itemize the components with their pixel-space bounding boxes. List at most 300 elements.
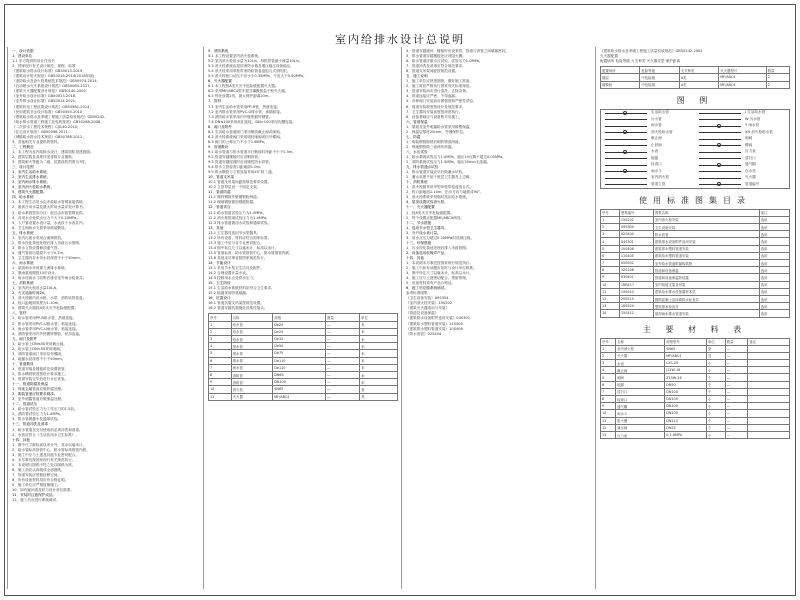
col2-table-cell: 套	[360, 386, 398, 393]
materials-table-cell: DN25	[665, 424, 707, 431]
col1-line: 4、消防管采用内外热镀锌钢管，丝扣连接。	[12, 331, 83, 336]
materials-table-cell: 减压阀	[616, 424, 665, 431]
col1-line: 《城镇给水排水技术规范》GB50788-2012；	[12, 134, 86, 139]
col3-line: 4、管道连接应严密，不得渗漏。	[406, 94, 459, 99]
materials-table-cell: DN100	[665, 410, 707, 417]
col1-line: 2、水质应符合《生活饮用水卫生标准》。	[12, 432, 79, 437]
col2-table-cell: 9	[209, 379, 232, 386]
legend-symbol-icon	[601, 181, 651, 187]
materials-table-cell: DN100	[665, 388, 707, 395]
col3-line: 4、管道穿越墙体、楼板时应设套管，管道与套管之间填塞密封。	[406, 49, 509, 53]
col1-line: 1、埋地金属管道应做防腐处理。	[12, 387, 65, 392]
materials-table-cell: —	[725, 417, 748, 424]
col2-table-cell: 米	[360, 357, 398, 364]
col1-line: 3、室外明露管道应做保温处理。	[12, 397, 65, 402]
col1-line: 4、室内消火栓给水系统；	[12, 185, 54, 190]
materials-title: 主 要 材 料 表	[642, 324, 748, 334]
col3-line: 八、水压试验	[406, 149, 428, 154]
col1-line: 1、室内污废水采用合流制排放。	[12, 235, 65, 240]
legend-label: 污水管	[651, 116, 662, 121]
standard-atlas-table-cell: 屋面雨水排水管道安装	[653, 310, 759, 317]
col1-line: 《建筑灭火器配置设计规范》GB50140-2005；	[12, 89, 90, 94]
col3-line: 2、栓口距地面1.10m，出水方向与墙面成90°。	[406, 190, 484, 195]
col1-line: 7、管道安装应预留检修空间。	[12, 472, 62, 477]
col2-table-cell: —	[326, 379, 360, 386]
legend-label: 压力表	[745, 149, 756, 154]
standard-atlas-table-cell: 室内管道支架及吊架	[653, 281, 759, 288]
col2-line: 8、阀门及附件	[208, 124, 232, 129]
col1-line: 2、排水经化粪池处理后排入市政污水管网。	[12, 240, 83, 245]
standard-atlas-table-cell: 11	[601, 288, 620, 295]
materials-table-cell	[748, 374, 790, 381]
standard-atlas-table-cell: 选用	[759, 224, 789, 231]
materials-table-row	[601, 367, 790, 374]
col2-table-cell: De32	[273, 336, 326, 343]
col1-line: 十、管道敷设	[12, 361, 34, 366]
standard-atlas-table-row	[601, 231, 790, 238]
col1-line: 8、所有设备材料均应有合格证明。	[12, 477, 69, 482]
col3-line: 《建筑排水设备附件选用安装》04S301	[406, 316, 471, 321]
col1-line: 《建筑给水排水设计标准》GB50015-2019；	[12, 69, 86, 74]
col1-line: 《室外排水设计标准》GB50014-2021；	[12, 99, 79, 104]
legend-label: 地漏	[651, 155, 659, 160]
col1-line: 二、工程概况	[12, 144, 34, 149]
col1-line: 6、施工前应认真阅读全部图纸。	[12, 467, 65, 472]
col2-table-cell: 米	[360, 364, 398, 371]
legend-symbol-icon	[601, 149, 651, 155]
materials-table-cell: 数量	[725, 338, 748, 345]
legend-label: 雨水斗	[651, 168, 662, 173]
materials-table-cell: 个	[706, 417, 725, 424]
standard-atlas-table-cell: 选用	[759, 216, 789, 223]
legend-label: 管道立管	[651, 181, 666, 186]
col2-table-row	[209, 357, 398, 364]
fire-extinguisher-table-cell: 2	[766, 81, 789, 88]
materials-table-cell: —	[725, 410, 748, 417]
legend-label: Y 雨水管	[745, 123, 760, 128]
standard-atlas-table-cell: 建筑排水设备附件选用安装	[653, 238, 759, 245]
col1-line: 1、给水管道在交付使用前必须冲洗和消毒。	[12, 427, 83, 432]
standard-atlas-table-cell: 图集编号	[619, 209, 653, 216]
col4-line: 《建筑给水排水及采暖工程施工质量验收规范》GB50242-2002	[600, 49, 703, 53]
col1-line: 1、给水管上DN≤50采用截止阀。	[12, 341, 67, 346]
col3-line: 十三、环保措施	[406, 240, 432, 245]
materials-table-row	[601, 403, 790, 410]
col1-line: 五、排水系统	[12, 230, 34, 235]
col1-line: 1、室内生活给水系统；	[12, 170, 51, 175]
col2-table-cell: 7	[209, 364, 232, 371]
materials-table-cell: 名称	[616, 338, 665, 345]
legend-label: 灭火器	[745, 175, 756, 180]
materials-table-cell: 9	[601, 403, 616, 410]
standard-atlas-table-cell: 管道和设备保温	[653, 267, 759, 274]
col2-table-cell: 4	[209, 343, 232, 350]
legend-label: 雨水管	[651, 123, 662, 128]
col3-line: 8、设备基础应与设备核对后施工。	[406, 114, 463, 119]
col1-line: 《自动喷水灭火系统设计规范》GB50084-2017；	[12, 84, 94, 89]
legend-symbol-icon	[695, 168, 745, 174]
materials-table-cell: 个	[706, 396, 725, 403]
legend-label: 通气帽	[745, 162, 756, 167]
fire-extinguisher-table-cell: 楼层	[601, 74, 640, 81]
standard-atlas-table-cell: 20S515	[619, 295, 653, 302]
materials-table-cell: —	[725, 345, 748, 352]
col2-table-cell: De110	[273, 357, 326, 364]
col2-table-cell: 米	[360, 321, 398, 328]
col1-line: 七、消防系统	[12, 281, 34, 286]
legend-symbol-icon	[695, 181, 745, 187]
col2-line: 13.1 卫生器具选用节水型器具。	[208, 230, 261, 235]
col4-line: 配置场所 危险等级 火灾种类 灭火器类型 保护距离	[600, 59, 681, 64]
col2-table-cell: De75	[273, 350, 326, 357]
col3-line: 1、消火栓箱采用甲型单栓带卷盘组合式。	[406, 185, 473, 190]
standard-atlas-table-cell: 选用	[759, 267, 789, 274]
standard-atlas-table-cell: 19S910	[619, 288, 653, 295]
standard-atlas-table-cell: 选用	[759, 295, 789, 302]
col2-line: 7.1 室内生活给水管采用PP-R管，热熔连接。	[208, 104, 281, 109]
col2-table-cell: 数量	[326, 314, 360, 321]
col1-line: 3、室内雨水排水系统；	[12, 180, 51, 185]
standard-atlas-table-cell: 建筑给水排水设备器材术语	[653, 288, 759, 295]
col1-line: 9、施工单位应严格按图施工。	[12, 483, 62, 488]
materials-table-row	[601, 388, 790, 395]
fire-extinguisher-table	[600, 66, 790, 89]
col2-table-cell: De110	[273, 364, 326, 371]
materials-table-cell: 阻火圈	[616, 417, 665, 424]
materials-table-cell: —	[725, 403, 748, 410]
col3-line: 6、给水管道应做水压试验，试验压力1.0MPa。	[406, 59, 483, 64]
col2-line: 13、其他	[208, 225, 224, 230]
col1-line: 九、阀门及附件	[12, 336, 38, 341]
col2-line: 13.3 施工中应与各专业密切配合。	[208, 240, 264, 245]
standard-atlas-table-cell: 7	[601, 260, 620, 267]
col3-line: 1、选用节水型卫生器具。	[406, 225, 448, 230]
legend-symbol-icon	[601, 123, 651, 129]
standard-atlas-table-cell: 15S412	[619, 310, 653, 317]
standard-atlas-table-cell: 图集名称	[653, 209, 759, 216]
materials-table-cell	[748, 345, 790, 352]
materials-table-cell: —	[725, 396, 748, 403]
materials-table-cell	[748, 410, 790, 417]
materials-table-cell: —	[725, 424, 748, 431]
materials-table-row	[601, 338, 790, 345]
col1-line: 1、管道穿墙及楼板时应设置套管。	[12, 366, 69, 371]
col2-line: 9.5 排水横管与立管连接采用45°斜三通。	[208, 170, 276, 175]
col1-line: 2、火灾延续时间2h。	[12, 291, 48, 296]
materials-table-cell: 个	[706, 367, 725, 374]
col2-line: 6、灭火器配置	[208, 79, 232, 84]
standard-atlas-table-cell: 12	[601, 295, 620, 302]
col2-line: 7.3 消防给水管采用内外壁热镀锌钢管。	[208, 114, 273, 119]
materials-table-row	[601, 360, 790, 367]
col3-line: 2、分户设水表计量。	[406, 230, 441, 235]
col2-line: 14、节能设计	[208, 260, 231, 265]
legend-symbol-icon	[601, 155, 651, 161]
legend-symbol-icon	[601, 129, 651, 135]
col1-line: 4、各用水点处供水压力不大于0.20MPa。	[12, 215, 80, 220]
materials-table-cell: 个	[706, 388, 725, 395]
col2-table-cell: De50	[273, 343, 326, 350]
materials-table	[600, 338, 790, 440]
col2-line: 11、管道防腐	[208, 190, 231, 195]
standard-atlas-table-cell: 04S301	[619, 238, 653, 245]
materials-table-cell	[748, 396, 790, 403]
col2-table-cell: 名称	[231, 314, 273, 321]
materials-table-cell	[748, 424, 790, 431]
fire-extinguisher-table-cell: A类	[679, 74, 718, 81]
fire-extinguisher-table-cell: 危险等级	[640, 67, 679, 74]
materials-table-cell: 个	[706, 431, 725, 438]
materials-table-cell: 室内消火栓	[616, 345, 665, 352]
col2-table-row	[209, 336, 398, 343]
materials-table-cell: 12	[601, 424, 616, 431]
standard-atlas-table-cell: 选用	[759, 274, 789, 281]
col3-line: 2、施工时应严格执行国家有关标准规范。	[406, 84, 473, 89]
materials-table-row	[601, 345, 790, 352]
col1-line: 十一、管道防腐及保温	[12, 382, 48, 387]
materials-table-cell: 个	[706, 360, 725, 367]
col2-table-cell: —	[326, 328, 360, 335]
col3-line: 4、施工应与土建密切配合，预留预埋。	[406, 276, 470, 281]
fire-extinguisher-table-row	[601, 67, 790, 74]
materials-table-cell	[748, 403, 790, 410]
col3-line: 6、竣工后应做系统调试。	[406, 286, 448, 291]
materials-table-cell: —	[725, 431, 748, 438]
col1-line: 2、排水管采用PVC-U排水管，粘接连接。	[12, 321, 80, 326]
col1-line: 3、施工中应与土建及其他专业密切配合。	[12, 452, 79, 457]
standard-atlas-table-cell: 03S401	[619, 274, 653, 281]
materials-table-cell: 备注	[748, 338, 790, 345]
materials-table-cell: Z15W-16	[665, 374, 707, 381]
column-1	[7, 47, 203, 589]
standard-atlas-table-row	[601, 216, 790, 223]
col2-table-cell: DN100	[273, 379, 326, 386]
materials-table-cell: —	[725, 381, 748, 388]
standard-atlas-table-cell: 选用	[759, 238, 789, 245]
col3-line: 1、本说明未尽事宜按国家现行规范执行。	[406, 260, 473, 265]
materials-table-cell	[748, 367, 790, 374]
col2-line: 12、管道试压	[208, 205, 231, 210]
materials-table-cell: 单位	[706, 338, 725, 345]
col1-line: 11、安装时注意保护成品。	[12, 493, 57, 498]
col2-line: 9.3 管道穿越屋面时应设刚性防水套管。	[208, 160, 273, 165]
col1-line: 3、雨水经雨水斗收集后排至室外雨水检查井。	[12, 276, 87, 281]
col2-table-cell: 具	[360, 393, 398, 400]
legend-label: 生活给水管	[651, 110, 669, 115]
col1-line: 3、其他相关专业提供的资料。	[12, 139, 62, 144]
col2-line: 16、抗震设计	[208, 296, 231, 301]
col2-line: 10、管道支吊架	[208, 175, 235, 180]
col2-line: 8.3 阀门的公称压力不小于1.6MPa。	[208, 139, 268, 144]
col1-line: 《建筑设计防火规范》GB50016-2014(2018年版)；	[12, 74, 98, 79]
legend-symbol-icon	[695, 129, 745, 135]
legend-symbol-icon	[695, 142, 745, 148]
col2-line: 5.4 消火栓采用单栓带消防软管卷盘组合式消防柜。	[208, 69, 291, 74]
materials-table-cell: 雨水斗	[616, 410, 665, 417]
legend-box	[600, 109, 790, 189]
legend-label: 清扫口	[745, 155, 756, 160]
materials-table-cell: 清扫口	[616, 388, 665, 395]
col2-table-cell: 2	[209, 328, 232, 335]
col2-table-cell: 米	[360, 343, 398, 350]
col1-line: 《住宅设计规范》GB50096-2011；	[12, 129, 72, 134]
standard-atlas-table-cell: 14	[601, 310, 620, 317]
materials-table-cell: 灭火器	[616, 352, 665, 359]
col2-line: 6.2 采用MF/ABC4型手提式磷酸铵盐干粉灭火器。	[208, 89, 289, 94]
materials-table-row	[601, 352, 790, 359]
standard-atlas-table-cell: 18R417	[619, 281, 653, 288]
legend-symbol-icon	[695, 110, 745, 116]
col2-table-cell: 雨水管	[231, 364, 273, 371]
col2-table-cell: —	[326, 350, 360, 357]
materials-table-cell: 0-1.6MPa	[665, 431, 707, 438]
col1-line: 4、通气管高出屋面不小于0.7m。	[12, 250, 67, 255]
standard-atlas-table-cell: 9	[601, 274, 620, 281]
col2-line: 8.1 生活给水管道阀门采用铜质截止阀或闸阀。	[208, 129, 284, 134]
col2-table-cell: —	[326, 386, 360, 393]
materials-table-cell: 水表	[616, 360, 665, 367]
legend-label: 止回阀	[651, 142, 662, 147]
col3-line: 《室内消火栓安装》15S202	[406, 301, 453, 306]
col1-line: 十三、管道冲洗及消毒	[12, 422, 48, 427]
col1-line: 5、入户管设置水表计量，水表设于水表井内。	[12, 220, 87, 225]
col3-line: 1、按A类火灾中危险级配置。	[406, 210, 454, 215]
col3-line: 1、污水经化粪池处理后排入市政管网。	[406, 245, 470, 250]
legend-symbol-icon	[601, 175, 651, 181]
legend-label: W 污水管	[745, 116, 761, 121]
legend-symbol-icon	[695, 116, 745, 122]
standard-atlas-table-cell: 管道和设备保温防结露	[653, 274, 759, 281]
col2-table-row	[209, 379, 398, 386]
col2-table-cell: 11	[209, 393, 232, 400]
col2-table-cell: 米	[360, 350, 398, 357]
legend-label: 室内消火栓	[651, 175, 669, 180]
col2-line: 13.2 所有设备、材料应符合国家标准。	[208, 235, 272, 240]
col1-line: 3、消防管道阀门采用信号蝶阀。	[12, 351, 65, 356]
col2-table-cell: 给水管	[231, 336, 273, 343]
col2-table-cell: —	[326, 393, 360, 400]
col1-line: 1、图中尺寸除标高以米计外，其余以毫米计。	[12, 442, 87, 447]
col1-line: 3、建筑耐火等级为二级，抗震设防烈度为7度。	[12, 160, 89, 165]
legend-label: 存水弯	[745, 168, 756, 173]
col2-table-cell: 规格	[273, 314, 326, 321]
materials-table-row	[601, 431, 790, 438]
col1-line: 5、建筑灭火器配置。	[12, 190, 47, 195]
standard-atlas-table-row	[601, 310, 790, 317]
col3-line: 九、排水管通水试验	[406, 165, 439, 170]
standard-atlas-table-cell: 选用	[759, 252, 789, 259]
materials-table-row	[601, 417, 790, 424]
col2-table-cell: 排水管	[231, 350, 273, 357]
standard-atlas-table-cell: 塑料排水检查井	[653, 303, 759, 310]
col2-line: 14.3 控制用水点处供水压力。	[208, 276, 257, 281]
col3-line: 参考标准图集：	[406, 291, 432, 296]
col2-line: 7.2 室内排水管采用PVC-U排水管，承插粘接。	[208, 109, 284, 114]
standard-atlas-table-cell: 8	[601, 267, 620, 274]
col2-table-cell: 6	[209, 357, 232, 364]
standard-atlas-table-cell: 钢筋混凝土及砖砌排水检查井	[653, 295, 759, 302]
col1-line: 3、消火栓箱内设水枪、水带、消防软管卷盘。	[12, 296, 87, 301]
col1-line: 4、栓口距地面高度为1.10m。	[12, 301, 62, 306]
col1-line: 1、室内消火栓用水量10L/s。	[12, 286, 60, 291]
col3-line: 1、施工单位应熟悉图纸，做好施工准备。	[406, 79, 473, 84]
fire-extinguisher-table-cell: 楼梯间	[601, 81, 640, 88]
col3-line: 3、管道安装前应进行清洗，去除杂物。	[406, 89, 470, 94]
col2-table-cell: De20	[273, 321, 326, 328]
standard-atlas-table-cell: 备注	[759, 209, 789, 216]
legend-entry	[601, 181, 695, 188]
col1-line: 5、卫生器具存水弯水封深度不小于50mm。	[12, 255, 84, 260]
fire-extinguisher-table-cell: 中危险级	[640, 74, 679, 81]
materials-table-cell: 通气帽	[616, 403, 665, 410]
col2-line: 15.2 地漏采用防臭地漏。	[208, 291, 250, 296]
col2-table-cell: 5	[209, 350, 232, 357]
col1-line: 六、雨水系统	[12, 260, 34, 265]
col2-table-row	[209, 350, 398, 357]
col3-line: 2、施工中如有问题应及时与设计单位联系。	[406, 266, 477, 271]
col3-line: 7、卫生器具安装高度按规范执行。	[406, 109, 463, 114]
col1-line: 1、给水管采用PP-R给水管，热熔连接。	[12, 316, 77, 321]
standard-atlas-table-cell: 选用	[759, 260, 789, 267]
col2-table-cell: SN65	[273, 386, 326, 393]
materials-table-cell: SN65	[665, 345, 707, 352]
col1-line: 2、建筑层数及高度详见建筑专业图纸。	[12, 154, 76, 159]
col2-line: 9.4 排水立管检查口距地面1.0m。	[208, 165, 264, 170]
legend-symbol-icon	[601, 162, 651, 168]
standard-atlas-table-row	[601, 260, 790, 267]
standard-atlas-table-cell: 室内消火栓安装	[653, 216, 759, 223]
legend-symbol-icon	[695, 136, 745, 142]
drawing-title: 室内给排水设计总说明	[335, 33, 465, 46]
col3-line: 《卫生设备安装》09S304	[406, 296, 449, 301]
col2-line: 15、卫生防疫	[208, 281, 231, 286]
col3-line: 《防水套管》02S404	[406, 331, 442, 336]
standard-atlas-table-cell: 序号	[601, 209, 620, 216]
col3-line: 1、明装钢管除锈后刷防锈漆两道。	[406, 139, 463, 144]
standard-atlas-table-cell: 4	[601, 238, 620, 245]
standard-atlas-table-cell: 选用	[759, 303, 789, 310]
legend-symbol-icon	[695, 123, 745, 129]
col1-line: 1、屋面雨水采用重力流排水系统。	[12, 266, 69, 271]
col3-line: 2、设备选用低噪声产品。	[406, 250, 448, 255]
fire-extinguisher-table-row	[601, 74, 790, 81]
legend-entry	[695, 181, 789, 188]
col2-table-cell: 灭火器	[231, 393, 273, 400]
standard-atlas-table-row	[601, 224, 790, 231]
col2-line: 15.1 生活给水系统材料应符合卫生要求。	[208, 286, 275, 291]
standard-atlas-table-cell: 选用	[759, 281, 789, 288]
col1-line: 2、消防管试验压力为1.4MPa。	[12, 412, 64, 417]
col2-table-cell: 排水管	[231, 357, 273, 364]
legend-label: 截止阀	[651, 136, 662, 141]
col1-line: 《室外给水设计标准》GB50013-2018；	[12, 94, 79, 99]
col1-line: 3、给水系统竖向分区：低区由市政管网直供。	[12, 210, 87, 215]
materials-table-cell: DN110	[665, 417, 707, 424]
materials-table-cell: 闸阀	[616, 374, 665, 381]
fire-extinguisher-table-cell: 数量	[766, 67, 789, 74]
standard-atlas-table-cell: 建筑排水塑料管道安装	[653, 245, 759, 252]
col2-line: 9.2 管道穿越楼板时应设钢套管。	[208, 154, 262, 159]
col2-table-row	[209, 328, 398, 335]
col2-line: 9、管道敷设	[208, 144, 229, 149]
col3-line: 五、施工说明	[406, 74, 428, 79]
col2-table-cell: 3	[209, 336, 232, 343]
column-4	[595, 47, 793, 589]
col2-table-cell: 消火栓	[231, 386, 273, 393]
col3-line: 2、埋地钢管做三油两布防腐。	[406, 144, 456, 149]
col3-line: 十四、其他	[406, 255, 424, 260]
col3-line: 《管道及设备保温》	[406, 311, 439, 316]
